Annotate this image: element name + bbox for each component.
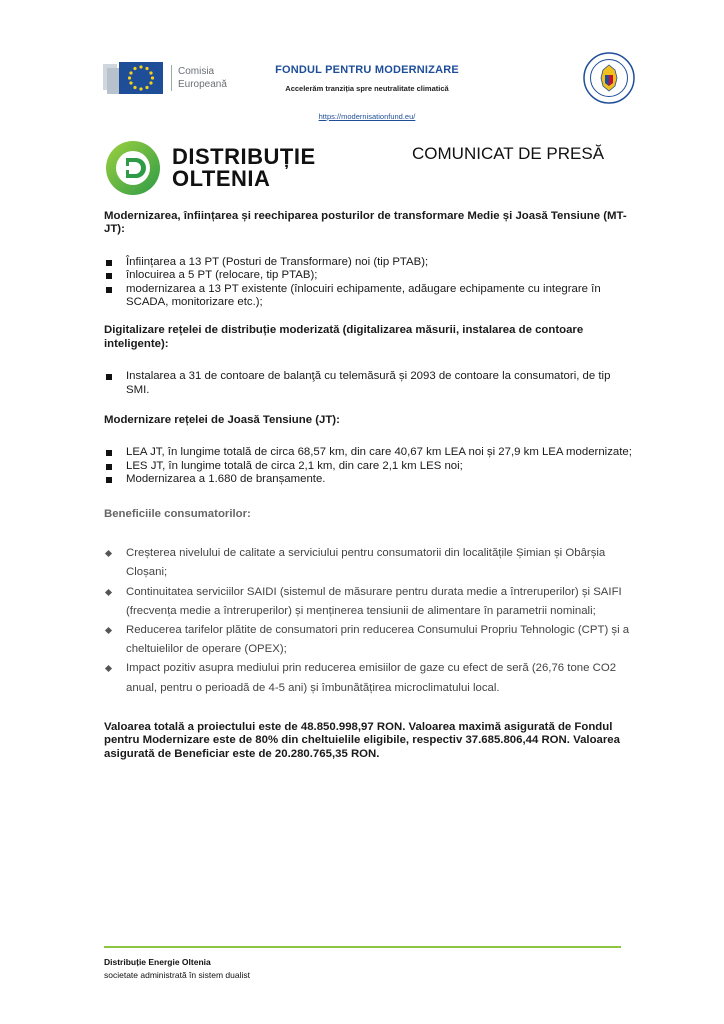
- press-release-title: COMUNICAT DE PRESĂ: [412, 144, 605, 163]
- logo-word-oltenia: OLTENIA: [172, 166, 271, 191]
- section2-heading: Digitalizare rețelei de distribuție moderizată (digitalizarea măsurii, instalarea de contoare inteligente):: [104, 324, 584, 350]
- logo-word-distributie: DISTRIBUȚIE: [172, 144, 316, 169]
- list-item: modernizarea a 13 PT existente (înlocuiri echipamente, adăugare echipamente cu integrare în SCADA, monitorizare etc.);: [104, 283, 634, 310]
- section4-list: [104, 544, 634, 698]
- list-item: LEA JT, în lungime totală de circa 68,57 km, din care 40,67 km LEA noi și 27,9 km LEA modernizate;: [104, 446, 634, 459]
- total-value-paragraph: Valoarea totală a proiectului este de 48.850.998,97 RON. Valoarea maximă asigurată de Fondul pentru Modernizare este de 80% din cheltuielile eligibile, respectiv 37.685.806,44 RON. Valoarea asigurată de Beneficiar este de 20.280.765,35 RON.: [104, 720, 620, 760]
- distributie-oltenia-logo: [104, 138, 319, 198]
- ec-logo-text: [171, 65, 227, 91]
- list-item: Reducerea tarifelor plătite de consumatori prin reducerea Consumului Propriu Tehnologic (CPT) și a cheltuielilor de operare (OPEX);: [104, 621, 634, 659]
- distributie-oltenia-logo-icon: [104, 139, 162, 197]
- section1-heading: Modernizarea, înființarea și reechiparea posturilor de transformare Medie și Joasă Tensiune (MT-JT):: [104, 210, 627, 236]
- list-item: înlocuirea a 5 PT (relocare, tip PTAB);: [104, 269, 634, 282]
- footer-company: Distribuție Energie Oltenia: [104, 957, 211, 967]
- logo-wordmark: [172, 146, 316, 190]
- section2-list: [104, 370, 634, 397]
- list-item: Înființarea a 13 PT (Posturi de Transformare) noi (tip PTAB);: [104, 256, 634, 269]
- fund-subtitle: Accelerăm tranziția spre neutralitate climatică: [285, 84, 449, 93]
- ec-logo-line2: Europeană: [178, 79, 227, 90]
- list-item: Creșterea nivelului de calitate a serviciului pentru consumatorii din localitățile Șimian și Obârșia Cloșani;: [104, 544, 634, 582]
- romanian-government-seal-icon: [583, 52, 635, 104]
- fund-title: FONDUL PENTRU MODERNIZARE: [275, 64, 459, 76]
- list-item: Impact pozitiv asupra mediului prin reducerea emisiilor de gaze cu efect de seră (26,76 tone CO2 anual, pentru o perioadă de 4-5 ani) și îmbunătățirea microclimatului local.: [104, 659, 634, 697]
- list-item: LES JT, în lungime totală de circa 2,1 km, din care 2,1 km LES noi;: [104, 460, 634, 473]
- footer-note: societate administrată în sistem dualist: [104, 970, 250, 980]
- document-body: [104, 210, 634, 761]
- eu-flag-icon: [103, 58, 165, 98]
- ec-logo-line1: Comisia: [178, 66, 215, 77]
- list-item: Continuitatea serviciilor SAIDI (sistemul de măsurare pentru durata medie a întreruperilor) și SAIFI (frecvența medie a întreruperilor) și menținerea tensiunii de alimentare în parametrii nominali;: [104, 583, 634, 621]
- section3-list: [104, 446, 634, 486]
- section4-heading: Beneficiile consumatorilor:: [104, 507, 251, 520]
- section3-heading: Modernizare rețelei de Joasă Tensiune (JT):: [104, 414, 340, 427]
- list-item: Instalarea a 31 de contoare de balanţă cu telemăsură și 2093 de contoare la consumatori, de tip SMI.: [104, 370, 634, 397]
- european-commission-logo: [103, 58, 233, 98]
- fund-link[interactable]: https://modernisationfund.eu/: [318, 112, 416, 121]
- list-item: Modernizarea a 1.680 de branșamente.: [104, 473, 634, 486]
- footer-divider: [104, 946, 621, 948]
- section1-list: [104, 256, 634, 310]
